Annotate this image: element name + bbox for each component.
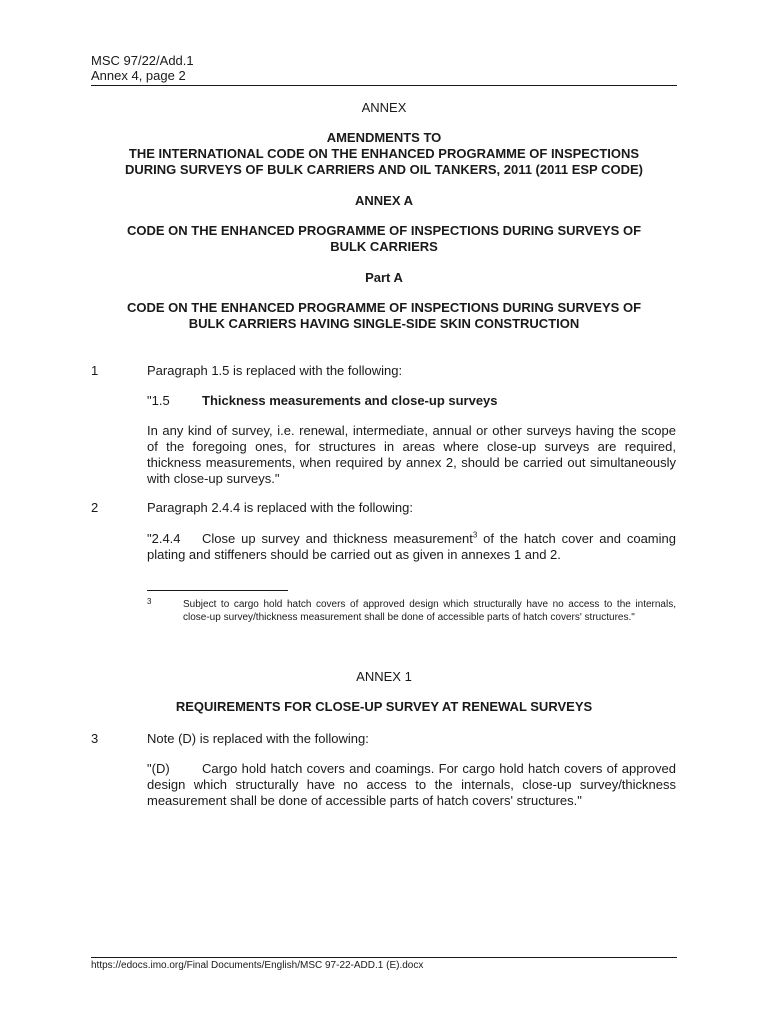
paragraph-2-body-text-1: Close up survey and thickness measurement	[202, 531, 473, 546]
subsection-2-4-4-number: "2.4.4	[147, 531, 181, 546]
footnote-separator	[147, 590, 288, 591]
paragraph-3-number: 3	[91, 731, 99, 746]
page-footer	[91, 957, 677, 972]
note-d-label: "(D)	[147, 761, 170, 776]
amendments-heading	[91, 130, 677, 178]
annex-1-title: ANNEX 1	[356, 669, 412, 684]
paragraph-3-intro: Note (D) is replaced with the following:	[147, 731, 369, 746]
footnote-mark: 3	[147, 597, 152, 606]
amendments-line-1: AMENDMENTS TO	[326, 130, 442, 145]
paragraph-1-intro: Paragraph 1.5 is replaced with the following:	[147, 363, 403, 378]
page-reference: Annex 4, page 2	[91, 68, 186, 83]
document-file-path: https://edocs.imo.org/Final Documents/English/MSC 97-22-ADD.1 (E).docx	[91, 960, 424, 971]
annex-1-requirements-heading: REQUIREMENTS FOR CLOSE-UP SURVEY AT RENEWAL SURVEYS	[175, 699, 593, 714]
part-a-line-1: CODE ON THE ENHANCED PROGRAMME OF INSPECTIONS DURING SURVEYS OF	[126, 300, 642, 315]
part-a-line-2: BULK CARRIERS HAVING SINGLE-SIDE SKIN CONSTRUCTION	[188, 316, 580, 331]
paragraph-2-intro: Paragraph 2.4.4 is replaced with the following:	[147, 500, 413, 515]
footnote-text: Subject to cargo hold hatch covers of approved design which structurally have no access to the internals, close-up survey/thickness measurement shall be done of accessible parts of hatch covers' structures."	[183, 599, 676, 623]
annex-a-title: ANNEX A	[354, 193, 414, 208]
page-header	[91, 53, 677, 86]
paragraph-2-body	[147, 531, 676, 563]
annex-a-code-heading	[91, 223, 677, 255]
paragraph-1-subheading	[147, 393, 676, 409]
paragraph-1-number: 1	[91, 363, 99, 378]
amendments-line-3: DURING SURVEYS OF BULK CARRIERS AND OIL TANKERS, 2011 (2011 ESP CODE)	[125, 162, 643, 177]
annex-a-code-line-1: CODE ON THE ENHANCED PROGRAMME OF INSPECTIONS DURING SURVEYS OF	[126, 223, 642, 238]
paragraph-3-body	[147, 761, 676, 809]
note-d-text: Cargo hold hatch covers and coamings. For cargo hold hatch covers of approved design which structurally have no access to the internals, close-up survey/thickness measurement shall be done of accessible parts of hatch covers' structures."	[147, 761, 676, 808]
paragraph-1-body: In any kind of survey, i.e. renewal, intermediate, annual or other surveys having the scope of the foregoing ones, for structures in areas where close-up surveys are required, thickness measurements, when required by annex 2, should be carried out simultaneously with close-up surveys."	[147, 423, 676, 486]
amendments-line-2: THE INTERNATIONAL CODE ON THE ENHANCED PROGRAMME OF INSPECTIONS	[128, 146, 640, 161]
subsection-1-5-number: "1.5	[147, 393, 170, 408]
document-reference: MSC 97/22/Add.1	[91, 53, 194, 68]
footnote-reference[interactable]: 3	[472, 530, 478, 540]
part-a-heading	[91, 300, 677, 332]
annex-title: ANNEX	[361, 100, 407, 115]
annex-a-code-line-2: BULK CARRIERS	[330, 239, 438, 254]
subsection-1-5-title: Thickness measurements and close-up surveys	[202, 393, 498, 408]
paragraph-2-body-text-2: of the hatch cover and coaming plating and stiffeners should be carried out as given in annexes 1 and 2.	[147, 531, 676, 562]
part-a-title: Part A	[365, 270, 403, 285]
footnote	[147, 598, 676, 624]
paragraph-2-number: 2	[91, 500, 99, 515]
